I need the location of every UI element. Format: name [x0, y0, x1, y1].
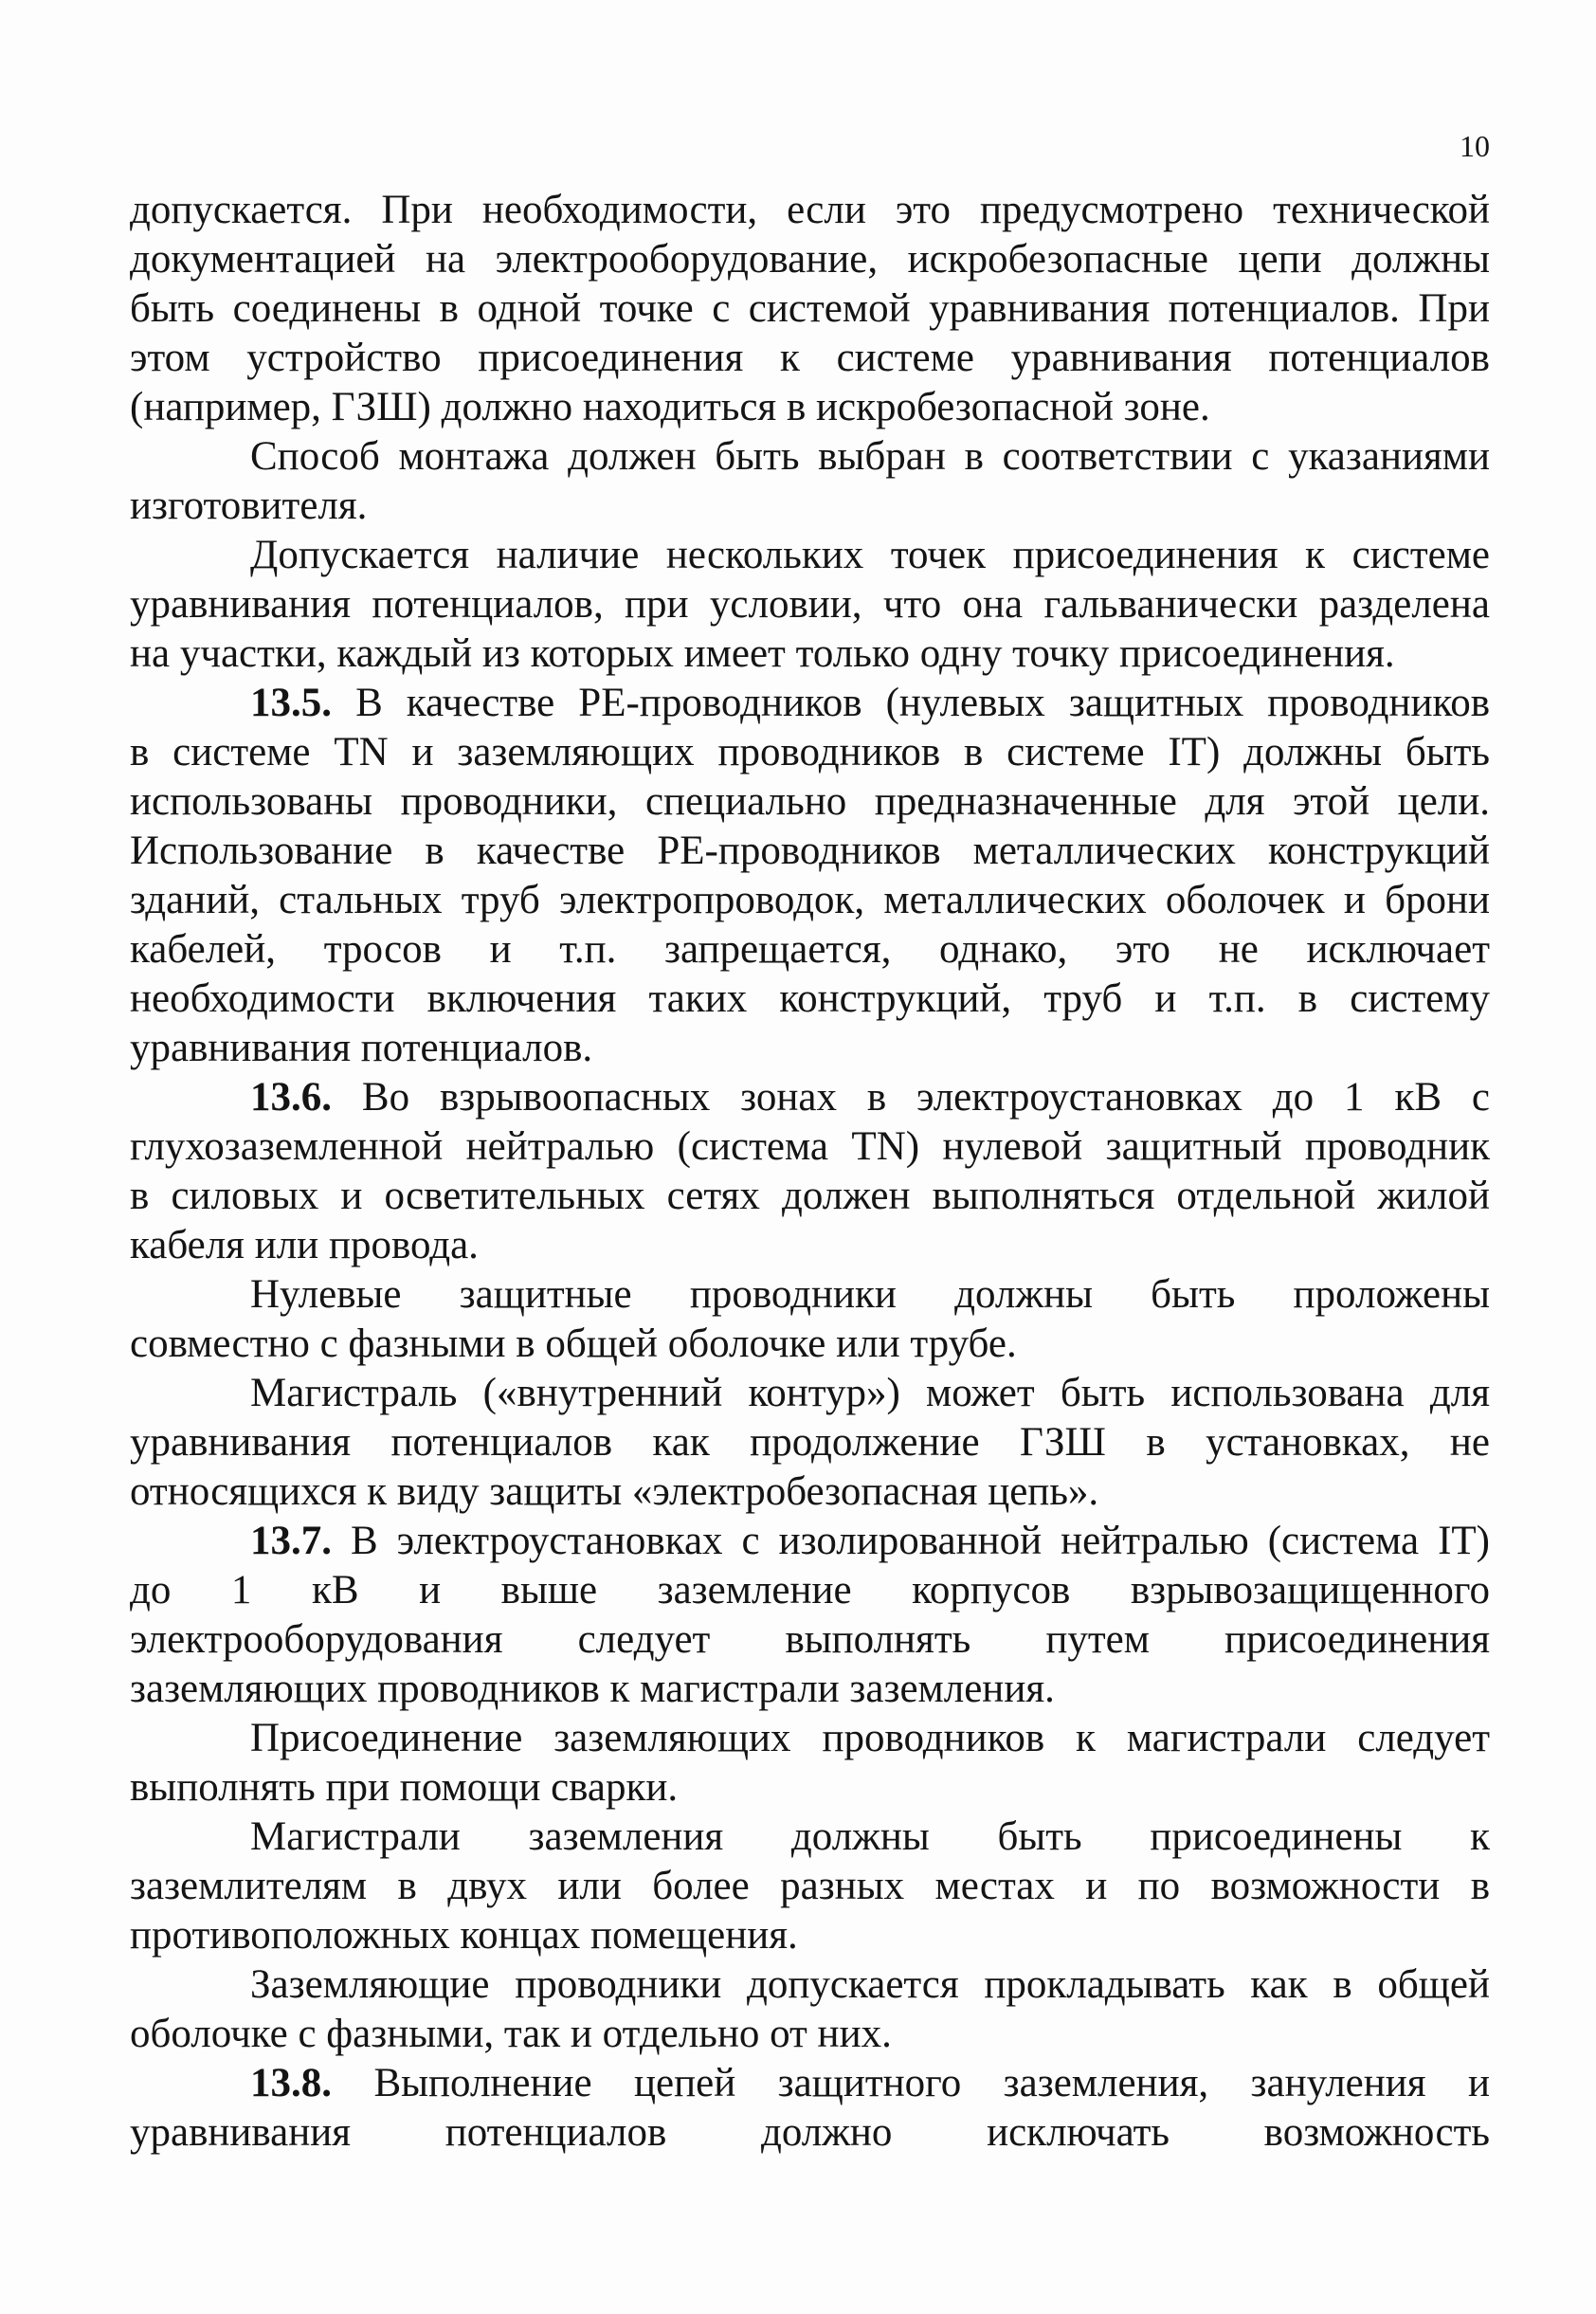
section-number: 13.7.	[250, 1519, 332, 1563]
text-line: документацией на электрооборудование, искробезопасные цепи должны	[130, 237, 1490, 282]
text-line: зданий, стальных труб электропроводок, металлических оболочек и брони	[130, 878, 1490, 922]
text-line: противоположных концах помещения.	[130, 1913, 798, 1958]
text-line: кабелей, тросов и т.п. запрещается, однако, это не исключает	[130, 927, 1490, 972]
paragraph	[130, 432, 1490, 531]
text-line: в системе TN и заземляющих проводников в системе IT) должны быть	[130, 730, 1490, 774]
text-span: Выполнение цепей защитного заземления, зануления и	[373, 2061, 1491, 2105]
text-span: Во взрывоопасных зонах в электроустановках до 1 кВ с	[361, 1075, 1490, 1120]
text-line	[130, 1073, 1490, 1122]
text-line: использованы проводники, специально предназначенные для этой цели.	[130, 779, 1490, 824]
text-line: оболочке с фазными, так и отдельно от них.	[130, 2012, 892, 2056]
text-line: в силовых и осветительных сетях должен выполняться отдельной жилой	[130, 1174, 1490, 1218]
text-line: заземлителям в двух или более разных местах и по возможности в	[130, 1864, 1490, 1908]
page-number: 10	[1460, 129, 1490, 163]
paragraph	[130, 1813, 1490, 1960]
text-line: совместно с фазными в общей оболочке или трубе.	[130, 1321, 1017, 1366]
text-line: глухозаземленной нейтралью (система TN) нулевой защитный проводник	[130, 1124, 1490, 1169]
text-line: на участки, каждый из которых имеет только одну точку присоединения.	[130, 631, 1395, 676]
section-paragraph	[130, 2059, 1490, 2158]
section-number: 13.8.	[250, 2061, 332, 2105]
text-line: выполнять при помощи сварки.	[130, 1765, 679, 1810]
paragraph	[130, 1270, 1490, 1369]
text-line: Заземляющие проводники допускается прокладывать как в общей	[250, 1962, 1490, 2007]
section-number: 13.6.	[250, 1075, 332, 1120]
section-paragraph	[130, 1517, 1490, 1714]
text-span: В качестве PE-проводников (нулевых защитных проводников	[355, 681, 1490, 725]
text-line: Магистрали заземления должны быть присоединены к	[250, 1814, 1490, 1859]
text-line: уравнивания потенциалов, при условии, что она гальванически разделена	[130, 582, 1490, 627]
text-line: этом устройство присоединения к системе уравнивания потенциалов	[130, 336, 1490, 380]
text-line: электрооборудования следует выполнять путем присоединения	[130, 1617, 1490, 1662]
text-line: уравнивания потенциалов должно исключать возможность	[130, 2110, 1490, 2155]
text-line	[130, 2059, 1490, 2108]
body-text	[130, 186, 1490, 2158]
text-line: Нулевые защитные проводники должны быть проложены	[250, 1272, 1490, 1317]
text-line: до 1 кВ и выше заземление корпусов взрывозащищенного	[130, 1568, 1490, 1613]
text-line: уравнивания потенциалов как продолжение ГЗШ в установках, не	[130, 1420, 1490, 1465]
text-line: быть соединены в одной точке с системой уравнивания потенциалов. При	[130, 286, 1490, 331]
text-line: уравнивания потенциалов.	[130, 1026, 593, 1070]
text-line: кабеля или провода.	[130, 1223, 479, 1267]
text-line	[130, 1517, 1490, 1566]
section-paragraph	[130, 1073, 1490, 1270]
text-line: допускается. При необходимости, если это предусмотрено технической	[130, 188, 1490, 232]
text-line: Присоединение заземляющих проводников к магистрали следует	[250, 1716, 1490, 1760]
paragraph	[130, 186, 1490, 432]
section-paragraph	[130, 679, 1490, 1073]
text-line: изготовителя.	[130, 483, 368, 528]
text-span: В электроустановках с изолированной нейтралью (система IT)	[351, 1519, 1490, 1563]
text-line	[130, 679, 1490, 728]
text-line: относящихся к виду защиты «электробезопасная цепь».	[130, 1469, 1099, 1514]
text-line: Магистраль («внутренний контур») может быть использована для	[250, 1371, 1490, 1415]
text-line: Способ монтажа должен быть выбран в соответствии с указаниями	[250, 434, 1490, 479]
text-line: заземляющих проводников к магистрали заземления.	[130, 1667, 1055, 1711]
text-line: Допускается наличие нескольких точек присоединения к системе	[250, 533, 1490, 577]
text-line: (например, ГЗШ) должно находиться в искробезопасной зоне.	[130, 385, 1210, 429]
paragraph	[130, 1960, 1490, 2059]
text-line: необходимости включения таких конструкций, труб и т.п. в систему	[130, 976, 1490, 1021]
paragraph	[130, 531, 1490, 679]
paragraph	[130, 1714, 1490, 1813]
section-number: 13.5.	[250, 681, 332, 725]
text-line: Использование в качестве PE-проводников металлических конструкций	[130, 829, 1490, 873]
paragraph	[130, 1369, 1490, 1517]
